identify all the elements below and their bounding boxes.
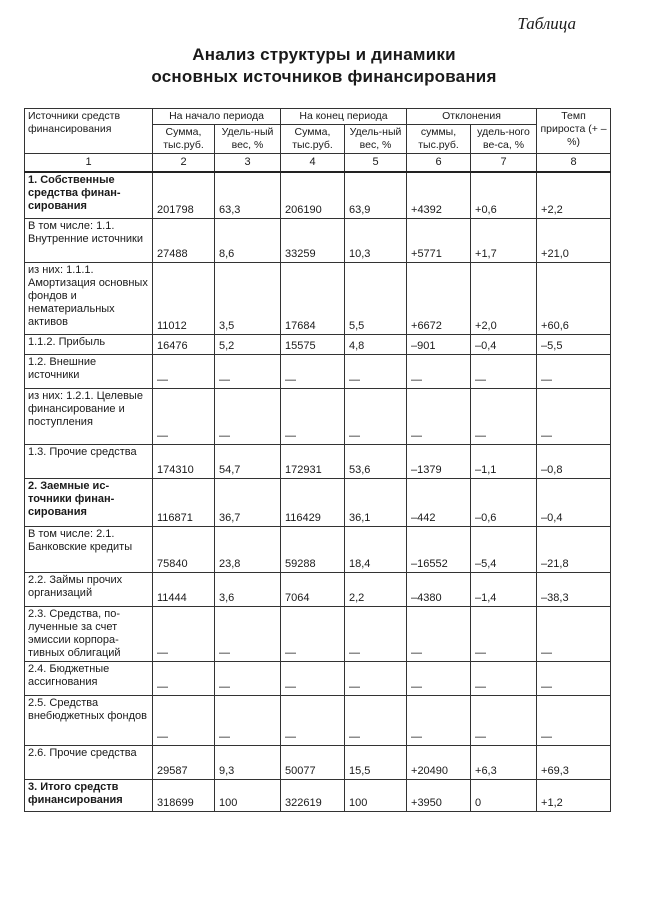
cell-value: 63,3 — [215, 172, 281, 218]
cell-value: –0,4 — [471, 334, 537, 354]
cell-value: 63,9 — [345, 172, 407, 218]
cell-value: — — [281, 388, 345, 444]
cell-value: 33259 — [281, 218, 345, 262]
cell-value: 59288 — [281, 526, 345, 572]
cell-value: –38,3 — [537, 572, 611, 606]
cell-value: +4392 — [407, 172, 471, 218]
cell-value: 318699 — [153, 779, 215, 811]
cell-value: 322619 — [281, 779, 345, 811]
cell-value: 3,5 — [215, 262, 281, 334]
cell-value: 36,1 — [345, 478, 407, 526]
table-row — [25, 526, 611, 572]
cell-value: +69,3 — [537, 745, 611, 779]
cell-value: –0,8 — [537, 444, 611, 478]
cell-value: –21,8 — [537, 526, 611, 572]
cell-value: — — [215, 695, 281, 745]
cell-value: — — [407, 606, 471, 661]
cell-value: — — [471, 606, 537, 661]
header-dev-sum: суммы, тыс.руб. — [407, 125, 471, 154]
table-body — [25, 172, 611, 811]
cell-value: –5,4 — [471, 526, 537, 572]
cell-value: — — [471, 661, 537, 695]
cell-value: +1,7 — [471, 218, 537, 262]
cell-value: 17684 — [281, 262, 345, 334]
cell-value: 23,8 — [215, 526, 281, 572]
cell-value: — — [345, 695, 407, 745]
cell-value: 172931 — [281, 444, 345, 478]
cell-value: +1,2 — [537, 779, 611, 811]
cell-value: — — [407, 661, 471, 695]
cell-value: — — [153, 606, 215, 661]
cell-value: 201798 — [153, 172, 215, 218]
cell-value: 116871 — [153, 478, 215, 526]
table-row — [25, 779, 611, 811]
table-row — [25, 572, 611, 606]
cell-value: — — [153, 661, 215, 695]
table-caption: Таблица — [517, 14, 576, 33]
header-growth: Темп прироста (+ –%) — [537, 109, 611, 154]
row-label: 3. Итого средств финансирования — [25, 779, 153, 811]
cell-value: 53,6 — [345, 444, 407, 478]
header-end-share: Удель-ный вес, % — [345, 125, 407, 154]
cell-value: — — [471, 695, 537, 745]
cell-value: — — [537, 606, 611, 661]
cell-value: 10,3 — [345, 218, 407, 262]
table-row — [25, 661, 611, 695]
cell-value: — — [471, 354, 537, 388]
cell-value: — — [407, 354, 471, 388]
cell-value: 5,2 — [215, 334, 281, 354]
cell-value: +0,6 — [471, 172, 537, 218]
row-label: 2.5. Средства внебюджетных фондов — [25, 695, 153, 745]
col-number: 1 — [25, 154, 153, 173]
cell-value: 9,3 — [215, 745, 281, 779]
col-number: 7 — [471, 154, 537, 173]
cell-value: +2,2 — [537, 172, 611, 218]
title-line-1: Анализ структуры и динамики — [192, 45, 456, 64]
row-label: В том числе: 1.1. Внутренние источники — [25, 218, 153, 262]
col-number: 5 — [345, 154, 407, 173]
cell-value: 36,7 — [215, 478, 281, 526]
table-row — [25, 695, 611, 745]
title-line-2: основных источников финансирования — [151, 67, 497, 86]
cell-value: –1,1 — [471, 444, 537, 478]
cell-value: — — [215, 606, 281, 661]
cell-value: — — [537, 661, 611, 695]
cell-value: +20490 — [407, 745, 471, 779]
cell-value: –0,6 — [471, 478, 537, 526]
cell-value: — — [345, 661, 407, 695]
cell-value: –5,5 — [537, 334, 611, 354]
cell-value: 54,7 — [215, 444, 281, 478]
table-row — [25, 388, 611, 444]
cell-value: +21,0 — [537, 218, 611, 262]
cell-value: 11444 — [153, 572, 215, 606]
cell-value: — — [345, 354, 407, 388]
cell-value: 11012 — [153, 262, 215, 334]
cell-value: — — [471, 388, 537, 444]
header-dev-share: удель-ного ве-са, % — [471, 125, 537, 154]
row-label: 1. Собственные средства финан-сирования — [25, 172, 153, 218]
page-title — [0, 44, 648, 88]
cell-value: +6,3 — [471, 745, 537, 779]
cell-value: +60,6 — [537, 262, 611, 334]
cell-value: 100 — [345, 779, 407, 811]
cell-value: — — [153, 388, 215, 444]
col-number: 2 — [153, 154, 215, 173]
cell-value: –901 — [407, 334, 471, 354]
cell-value: — — [215, 661, 281, 695]
financing-table — [24, 108, 611, 812]
table-row — [25, 606, 611, 661]
table-row — [25, 444, 611, 478]
cell-value: –4380 — [407, 572, 471, 606]
cell-value: +3950 — [407, 779, 471, 811]
table-row — [25, 354, 611, 388]
row-label: 1.2. Внешние источники — [25, 354, 153, 388]
cell-value: — — [281, 661, 345, 695]
cell-value: 16476 — [153, 334, 215, 354]
cell-value: 174310 — [153, 444, 215, 478]
cell-value: 5,5 — [345, 262, 407, 334]
cell-value: — — [215, 354, 281, 388]
cell-value: 2,2 — [345, 572, 407, 606]
cell-value: –0,4 — [537, 478, 611, 526]
table-row — [25, 218, 611, 262]
cell-value: — — [281, 606, 345, 661]
header-start-share: Удель-ный вес, % — [215, 125, 281, 154]
header-start-period: На начало периода — [153, 109, 281, 125]
header-source: Источники средств финансирования — [25, 109, 153, 154]
header-deviations: Отклонения — [407, 109, 537, 125]
col-number: 4 — [281, 154, 345, 173]
cell-value: 50077 — [281, 745, 345, 779]
col-number: 3 — [215, 154, 281, 173]
cell-value: –1379 — [407, 444, 471, 478]
row-label: В том числе: 2.1. Банковские кредиты — [25, 526, 153, 572]
cell-value: — — [407, 388, 471, 444]
cell-value: 27488 — [153, 218, 215, 262]
header-end-period: На конец периода — [281, 109, 407, 125]
col-number: 8 — [537, 154, 611, 173]
cell-value: — — [281, 695, 345, 745]
cell-value: 7064 — [281, 572, 345, 606]
table-row — [25, 478, 611, 526]
table-row — [25, 172, 611, 218]
cell-value: 100 — [215, 779, 281, 811]
cell-value: –1,4 — [471, 572, 537, 606]
cell-value: –442 — [407, 478, 471, 526]
cell-value: 18,4 — [345, 526, 407, 572]
cell-value: — — [537, 695, 611, 745]
row-label: из них: 1.1.1. Амортизация основных фондов и нематериальных активов — [25, 262, 153, 334]
cell-value: +5771 — [407, 218, 471, 262]
cell-value: — — [215, 388, 281, 444]
cell-value: — — [153, 695, 215, 745]
header-start-sum: Сумма, тыс.руб. — [153, 125, 215, 154]
cell-value: 116429 — [281, 478, 345, 526]
cell-value: 0 — [471, 779, 537, 811]
cell-value: — — [153, 354, 215, 388]
column-number-row — [25, 154, 611, 173]
table-row — [25, 745, 611, 779]
cell-value: +6672 — [407, 262, 471, 334]
cell-value: 29587 — [153, 745, 215, 779]
row-label: из них: 1.2.1. Целевые финансирование и поступления — [25, 388, 153, 444]
cell-value: — — [537, 388, 611, 444]
cell-value: –16552 — [407, 526, 471, 572]
cell-value: 206190 — [281, 172, 345, 218]
col-number: 6 — [407, 154, 471, 173]
cell-value: 4,8 — [345, 334, 407, 354]
row-label: 1.3. Прочие средства — [25, 444, 153, 478]
row-label: 2.4. Бюджетные ассигнования — [25, 661, 153, 695]
cell-value: — — [345, 606, 407, 661]
cell-value: +2,0 — [471, 262, 537, 334]
cell-value: — — [407, 695, 471, 745]
cell-value: 75840 — [153, 526, 215, 572]
row-label: 2.3. Средства, по-лученные за счет эмиссии корпора-тивных облигаций — [25, 606, 153, 661]
table-row — [25, 262, 611, 334]
cell-value: 15,5 — [345, 745, 407, 779]
cell-value: 3,6 — [215, 572, 281, 606]
row-label: 2.6. Прочие средства — [25, 745, 153, 779]
cell-value: 8,6 — [215, 218, 281, 262]
table-row — [25, 334, 611, 354]
row-label: 2. Заемные ис-точники финан-сирования — [25, 478, 153, 526]
cell-value: — — [537, 354, 611, 388]
cell-value: — — [281, 354, 345, 388]
row-label: 1.1.2. Прибыль — [25, 334, 153, 354]
row-label: 2.2. Займы прочих организаций — [25, 572, 153, 606]
header-end-sum: Сумма, тыс.руб. — [281, 125, 345, 154]
cell-value: 15575 — [281, 334, 345, 354]
cell-value: — — [345, 388, 407, 444]
